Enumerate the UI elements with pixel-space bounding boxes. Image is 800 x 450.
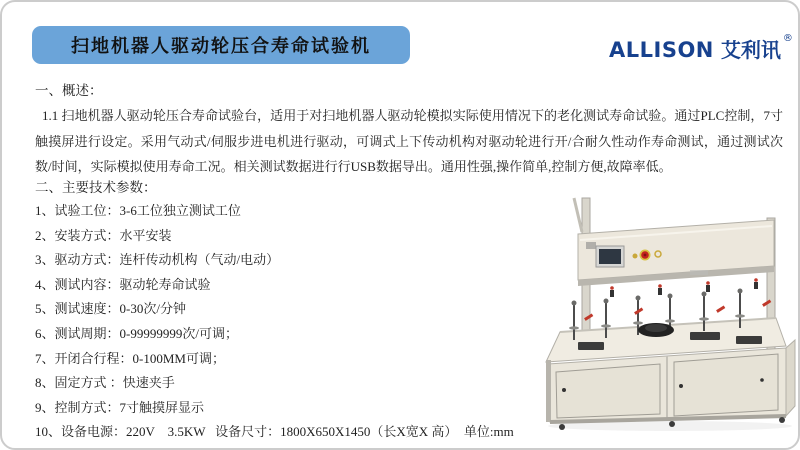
specs-heading: 二、主要技术参数： [35,180,157,195]
indicator-button [633,254,638,259]
registered-trademark-icon: ® [782,33,793,44]
page-title: 扫地机器人驱动轮压合寿命试验机 [32,26,410,64]
overview-heading: 一、概述： [35,83,103,98]
spec-item: 10、设备电源：220V 3.5KW 设备尺寸：1800X650X1450（长X宽X 高） 单位:mm [35,424,514,440]
machine-antenna [574,198,582,232]
spec-item: 6、测试周期：0-99999999次/可调； [35,325,238,341]
door-handle-right [679,384,683,388]
station-caps [572,289,743,306]
beam-center-label [690,270,708,275]
spec-item: 2、安装方式：水平安装 [35,227,172,243]
spec-item: 9、控制方式：7寸触摸屏显示 [35,399,205,415]
spec-item: 7、开闭合行程：0-100MM可调； [35,350,225,366]
spec-item: 1、试验工位：3-6工位独立测试工位 [35,203,241,218]
machine-photo [540,190,800,432]
spec-item: 8、固定方式 ：快速夹手 [35,375,175,391]
door-handle-left [562,388,566,392]
spec-item: 4、测试内容：驱动轮寿命试验 [35,276,211,292]
cabinet-door-left [556,364,660,418]
emergency-stop-center [644,254,647,257]
cabinet-left-frame [546,360,551,422]
door-lock-right [760,378,764,382]
brand-logo [609,33,793,62]
overview-paragraph: 1.1 扫地机器人驱动轮压合寿命试验台，适用于对扫地机器人驱动轮模拟实际使用情况下的老化测试寿命试验。通过PLC控制，7寸触摸屏进行设定。采用气动式/伺服步进电机进行驱动，可调式上下传动机构对驱动轮进行开/合耐久性动作寿命测试，通过测试次数/时间，实际模拟使用寿命工况。相关测试数据进行行USB数据导出。通用性强,操作简单,控制方便,故障率低。 [35,108,783,174]
touchscreen [599,249,621,264]
robot-chassis-top [645,324,667,332]
brand-logo-cjk: 艾利讯 [720,38,781,62]
cabinet-side [786,340,795,416]
cabinet-door-right [674,354,778,416]
brand-logo-latin: ALLISON [609,38,714,62]
beam-label [586,242,596,249]
spec-item: 5、测试速度：0-30次/分钟 [35,301,186,317]
red-clamp-handles [584,300,771,321]
spec-item: 3、驱动方式：连杆传动机构（气动/电动） [35,252,280,268]
